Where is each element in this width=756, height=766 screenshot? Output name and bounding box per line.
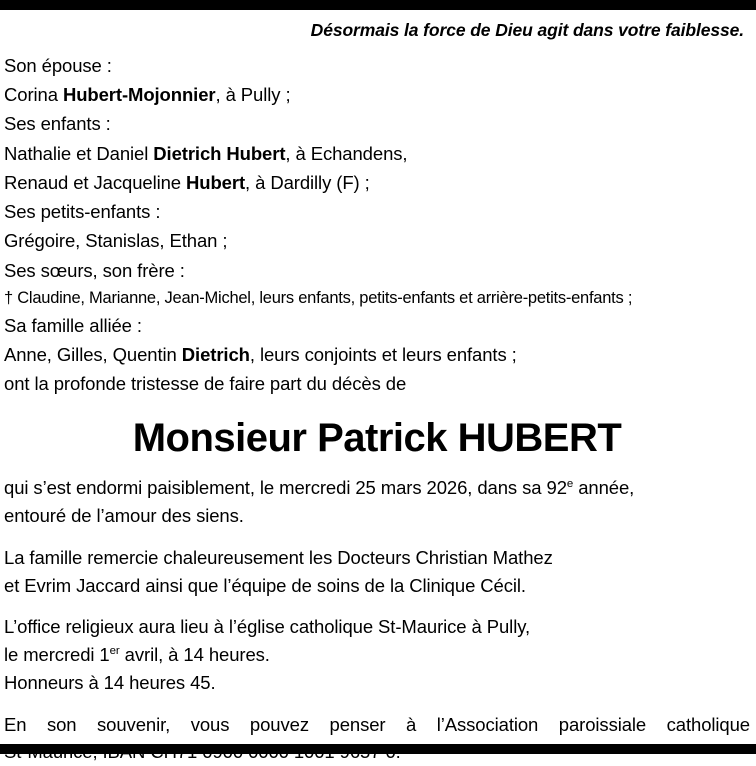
family-line-siblings-label: Ses sœurs, son frère : [4, 259, 185, 281]
announcement-line: ont la profonde tristesse de faire part du décès de [4, 373, 407, 395]
service-date-suffix: avril, à 14 heures. [119, 644, 270, 666]
family-line-siblings: † Claudine, Marianne, Jean-Michel, leurs enfants, petits-enfants et arrière-petits-enfants ; [4, 288, 633, 307]
family-line-child-1: Nathalie et Daniel Dietrich Hubert, à Echandens, [4, 142, 408, 164]
family-line-spouse-label: Son épouse : [4, 55, 112, 76]
service-line-3: Honneurs à 14 heures 45. [4, 671, 216, 693]
service-line-2 [4, 641, 750, 669]
epigraph-text: Désormais la force de Dieu agit dans votre faiblesse. [310, 20, 744, 40]
death-details-ordinal: e [566, 478, 574, 491]
donation-line-2: St-Maurice, IBAN CH71 0900 0000 1001 9657 0. [4, 741, 401, 763]
deceased-name: Monsieur Patrick HUBERT [132, 416, 622, 461]
notice-body [0, 10, 756, 766]
death-details-paragraph [4, 474, 750, 530]
service-paragraph [4, 613, 750, 696]
thanks-line-1: La famille remercie chaleureusement les Docteurs Christian Mathez [4, 546, 553, 568]
thanks-line-2: et Evrim Jaccard ainsi que l’équipe de soins de la Clinique Cécil. [4, 574, 526, 596]
family-line-grandchildren: Grégoire, Stanislas, Ethan ; [4, 230, 228, 252]
family-line-spouse: Corina Hubert-Mojonnier, à Pully ; [4, 84, 291, 106]
family-line-allied-label: Sa famille alliée : [4, 314, 142, 336]
death-details-line-2: entouré de l’amour des siens. [4, 505, 244, 527]
family-line-child-2: Renaud et Jacqueline Hubert, à Dardilly (F) ; [4, 171, 370, 193]
service-date-prefix: le mercredi 1 [4, 644, 110, 666]
donation-paragraph [4, 711, 750, 766]
family-line-children-label: Ses enfants : [4, 113, 111, 135]
death-details-prefix: qui s’est endormi paisiblement, le mercredi 25 mars 2026, dans sa 92 [4, 477, 567, 499]
service-line-1: L’office religieux aura lieu à l’église catholique St-Maurice à Pully, [4, 616, 531, 638]
family-line-grandchildren-label: Ses petits-enfants : [4, 201, 161, 223]
death-details-line-1 [4, 474, 750, 502]
death-details-suffix: année, [573, 477, 635, 499]
thanks-paragraph [4, 544, 750, 600]
service-date-ordinal: er [109, 645, 120, 658]
donation-line-1: En son souvenir, vous pouvez penser à l’Association paroissiale catholique [4, 713, 750, 735]
family-line-allied: Anne, Gilles, Quentin Dietrich, leurs conjoints et leurs enfants ; [4, 344, 517, 366]
